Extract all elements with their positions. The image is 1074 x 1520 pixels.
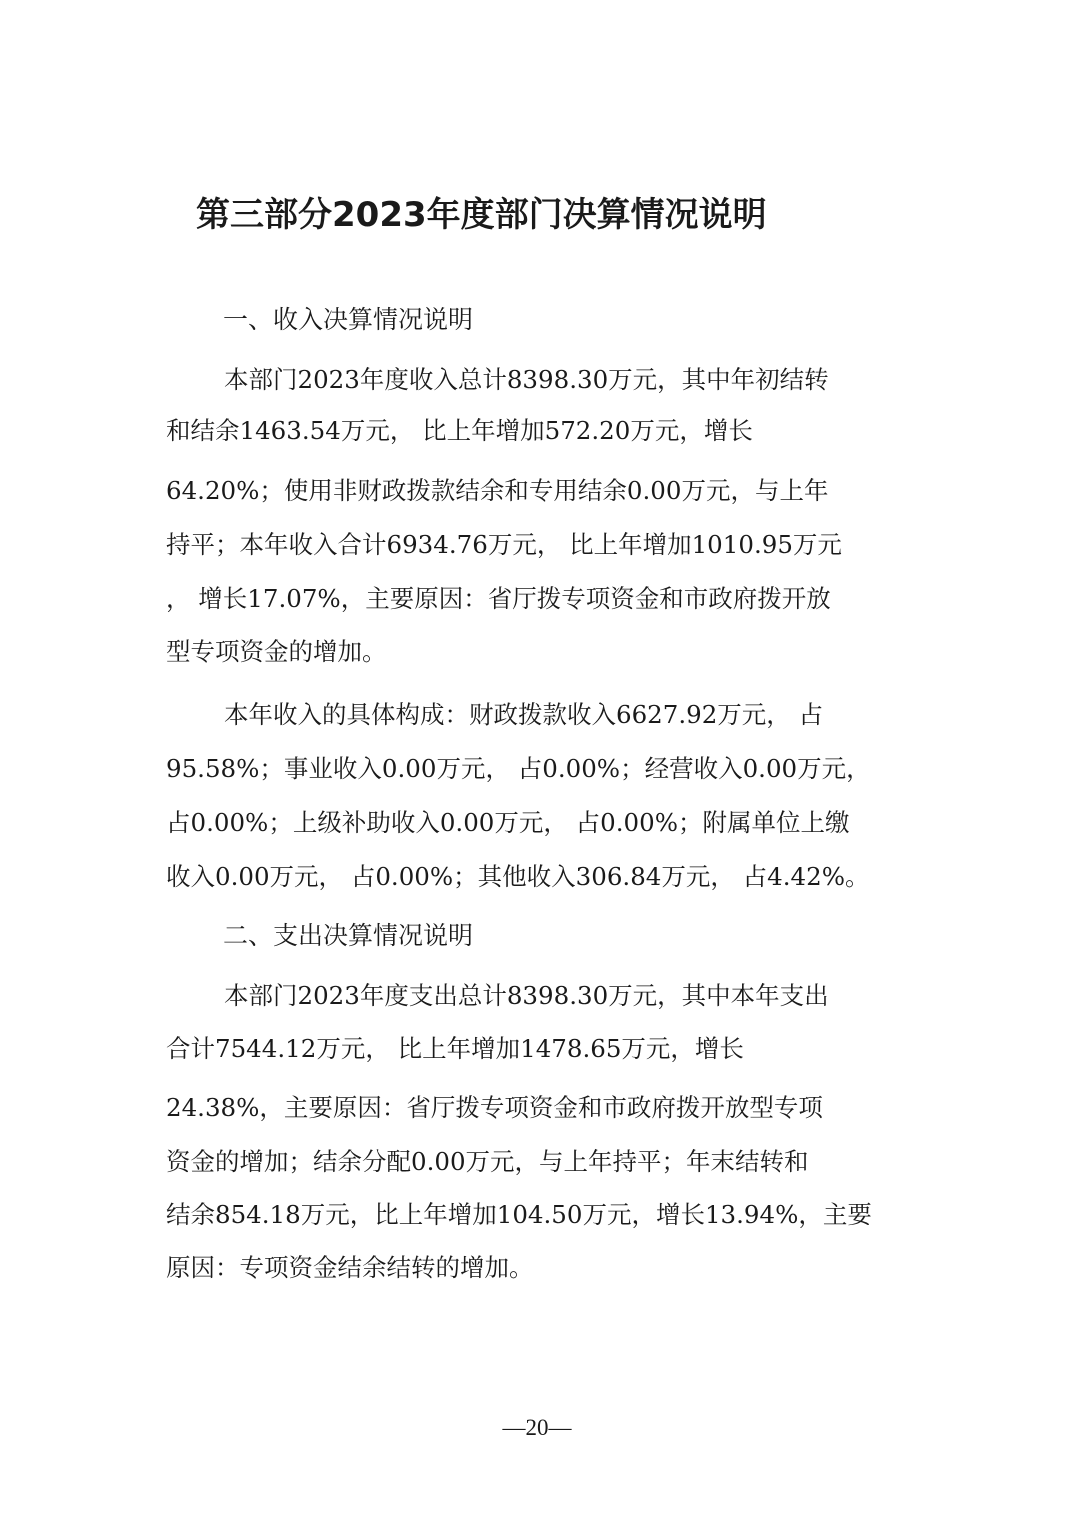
section-heading-expense: 二、支出决算情况说明 (223, 921, 474, 950)
paragraph-line: 占0.00%；上级补助收入0.00万元， 占0.00%；附属单位上缴 (166, 808, 850, 837)
paragraph-line: 本部门2023年度收入总计8398.30万元，其中年初结转 (224, 365, 829, 394)
paragraph-line: 95.58%；事业收入0.00万元， 占0.00%；经营收入0.00万元， (166, 754, 871, 783)
paragraph-line: 24.38%，主要原因：省厅拨专项资金和市政府拨开放型专项 (166, 1093, 823, 1122)
page-number: —20— (502, 1415, 572, 1440)
paragraph-line: 本部门2023年度支出总计8398.30万元，其中本年支出 (224, 981, 829, 1010)
paragraph-line: 收入0.00万元， 占0.00%；其他收入306.84万元， 占4.42%。 (166, 862, 870, 891)
paragraph-line: 合计7544.12万元， 比上年增加1478.65万元，增长 (166, 1034, 744, 1063)
paragraph-line: ， 增长17.07%，主要原因：省厅拨专项资金和市政府拨开放 (166, 584, 831, 613)
page-title: 第三部分2023年度部门决算情况说明 (196, 195, 767, 235)
paragraph-line: 持平；本年收入合计6934.76万元， 比上年增加1010.95万元 (166, 530, 842, 559)
paragraph-line: 64.20%；使用非财政拨款结余和专用结余0.00万元，与上年 (166, 476, 829, 505)
paragraph-line: 资金的增加；结余分配0.00万元，与上年持平；年末结转和 (166, 1147, 809, 1176)
paragraph-line: 型专项资金的增加。 (166, 637, 387, 666)
section-heading-income: 一、收入决算情况说明 (223, 305, 474, 334)
paragraph-line: 结余854.18万元，比上年增加104.50万元，增长13.94%，主要 (166, 1200, 872, 1229)
paragraph-line: 和结余1463.54万元， 比上年增加572.20万元，增长 (166, 416, 753, 445)
paragraph-line: 本年收入的具体构成：财政拨款收入6627.92万元， 占 (224, 700, 824, 729)
paragraph-line: 原因：专项资金结余结转的增加。 (166, 1253, 534, 1282)
